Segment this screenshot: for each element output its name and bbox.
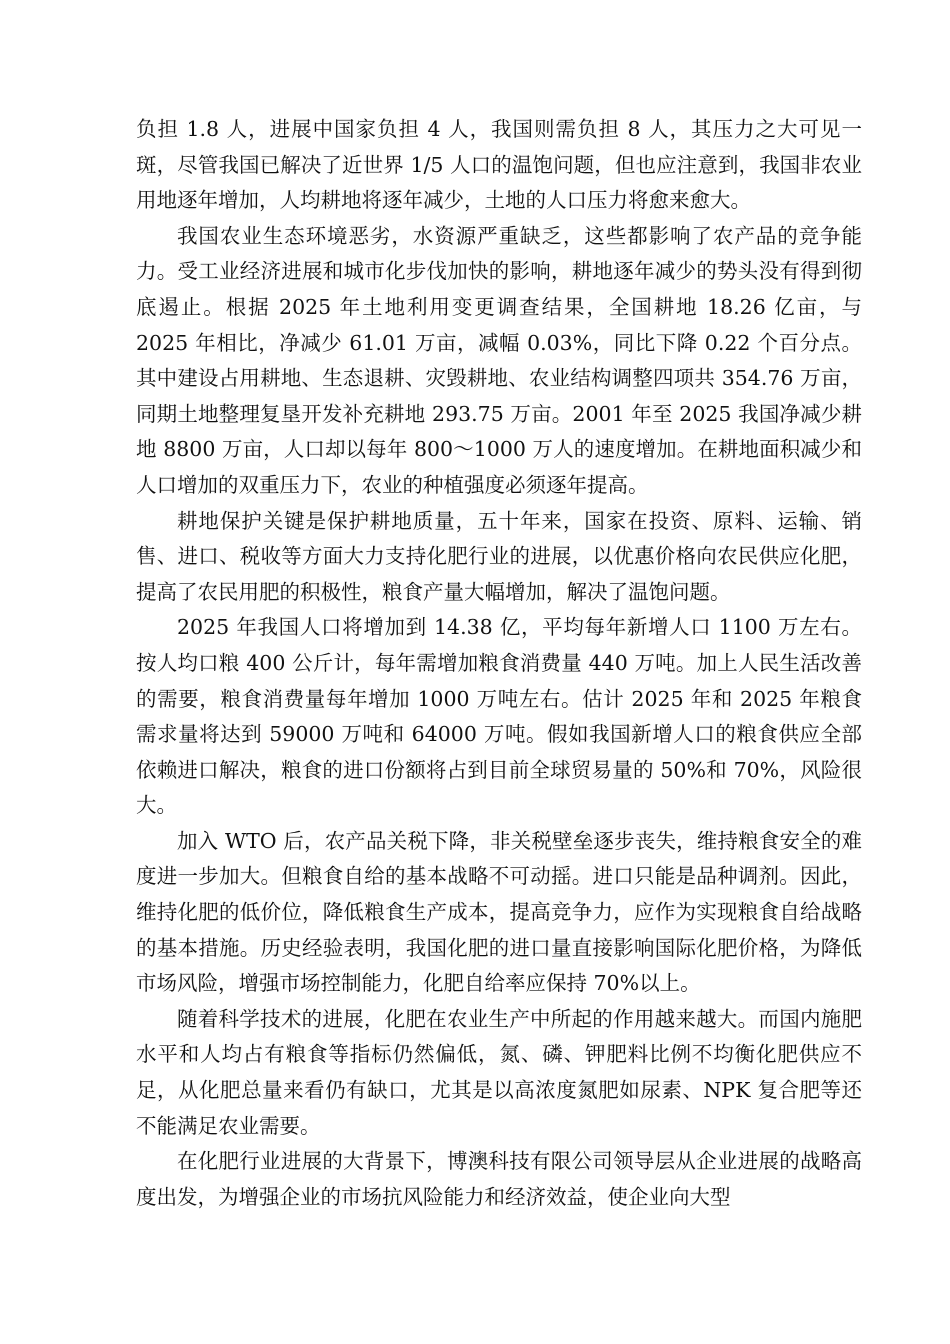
paragraph-population-grain: 2025 年我国人口将增加到 14.38 亿，平均每年新增人口 1100 万左右。按人均口粮 400 公斤计，每年需增加粮食消费量 440 万吨。加上人民生活改善的需要，粮食消费量每年增加 1000 万吨左右。估计 2025 年和 2025 年粮食需求量将达到 59000 万吨和 64000 万吨。假如我国新增人口的粮食供应全部依赖进口解决，粮食的进口份额将占到目前全球贸易量的 50%和 70%，风险很大。	[136, 615, 862, 818]
paragraph-fertilizer-demand: 随着科学技术的进展，化肥在农业生产中所起的作用越来越大。而国内施肥水平和人均占有粮食等指标仍然偏低，氮、磷、钾肥料比例不均衡化肥供应不足，从化肥总量来看仍有缺口，尤其是以高浓度氮肥如尿素、NPK 复合肥等还不能满足农业需要。	[136, 1006, 862, 1138]
paragraph-farmland-protection: 耕地保护关键是保护耕地质量，五十年来，国家在投资、原料、运输、销售、进口、税收等方面大力支持化肥行业的进展，以优惠价格向农民供应化肥，提高了农民用肥的积极性，粮食产量大幅增加，解决了温饱问题。	[136, 508, 862, 604]
paragraph-wto: 加入 WTO 后，农产品关税下降，非关税壁垒逐步丧失，维持粮食安全的难度进一步加大。但粮食自给的基本战略不可动摇。进口只能是品种调剂。因此，维持化肥的低价位，降低粮食生产成本，提高竞争力，应作为实现粮食自给战略的基本措施。历史经验表明，我国化肥的进口量直接影响国际化肥价格，为降低市场风险，增强市场控制能力，化肥自给率应保持 70%以上。	[136, 828, 862, 996]
document-body	[136, 112, 862, 1215]
paragraph-company-background: 在化肥行业进展的大背景下，博澳科技有限公司领导层从企业进展的战略高度出发，为增强企业的市场抗风险能力和经济效益，使企业向大型	[136, 1149, 862, 1209]
paragraph-continuation: 负担 1.8 人，进展中国家负担 4 人，我国则需负担 8 人，其压力之大可见一斑，尽管我国已解决了近世界 1/5 人口的温饱问题，但也应注意到，我国非农业用地逐年增加，人均耕地将逐年减少，土地的人口压力将愈来愈大。	[136, 117, 862, 213]
paragraph-ecology: 我国农业生态环境恶劣，水资源严重缺乏，这些都影响了农产品的竞争能力。受工业经济进展和城市化步伐加快的影响，耕地逐年减少的势头没有得到彻底遏止。根据 2025 年土地利用变更调查结果，全国耕地 18.26 亿亩，与 2025 年相比，净减少 61.01 万亩，减幅 0.03%，同比下降 0.22 个百分点。其中建设占用耕地、生态退耕、灾毁耕地、农业结构调整四项共 354.76 万亩，同期土地整理复垦开发补充耕地 293.75 万亩。2001 年至 2025 我国净减少耕地 8800 万亩，人口却以每年 800～1000 万人的速度增加。在耕地面积减少和人口增加的双重压力下，农业的种植强度必须逐年提高。	[136, 223, 862, 497]
